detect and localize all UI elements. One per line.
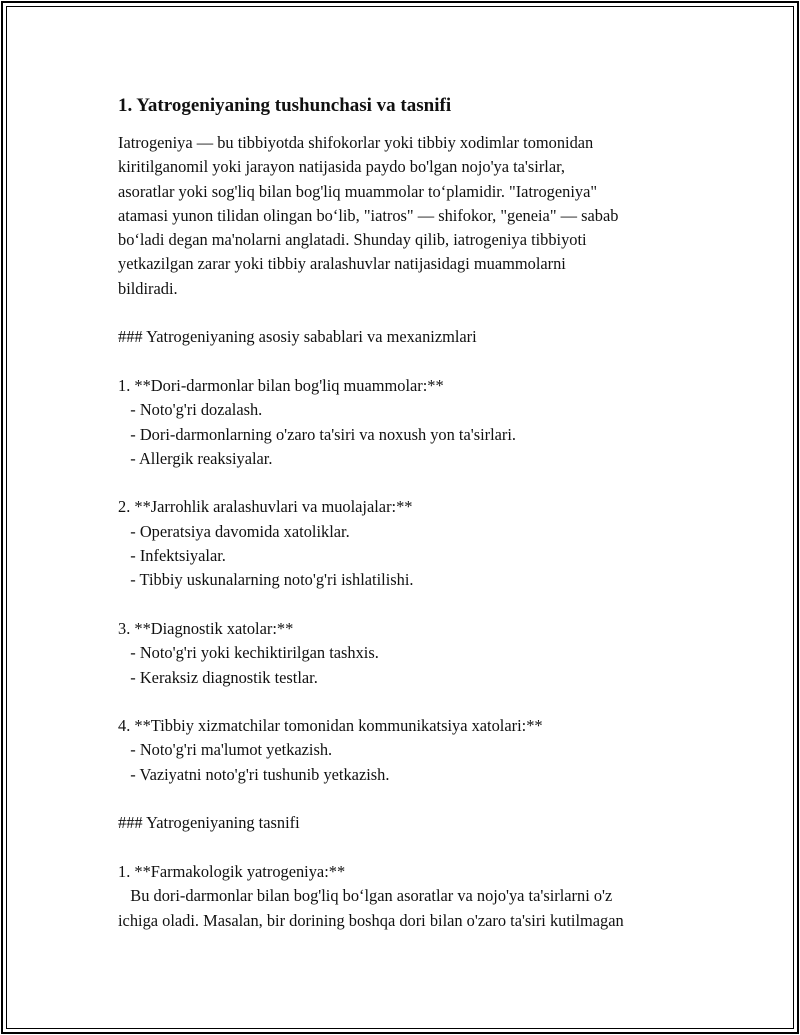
document-body [118,93,718,933]
classification-line: Bu dori-darmonlar bilan bog'liq bo‘lgan asoratlar va nojo'ya ta'sirlarni o'z [118,886,613,906]
cause-title: 1. **Dori-darmonlar bilan bog'liq muammolar:** [118,375,444,395]
spacer [118,593,718,617]
cause-title: 2. **Jarrohlik aralashuvlari va muolajalar:** [118,497,413,517]
spacer [118,471,718,495]
intro-line: atamasi yunon tilidan olingan bo‘lib, "iatros" — shifokor, "geneia" — sabab [118,205,619,225]
intro-line: yetkazilgan zarar yoki tibbiy aralashuvlar natijasidagi muammolarni [118,254,566,274]
intro-paragraph [118,131,718,301]
intro-line: Iatrogeniya — bu tibbiyotda shifokorlar yoki tibbiy xodimlar tomonidan [118,133,594,152]
spacer [118,301,718,325]
cause-item: - Noto'g'ri ma'lumot yetkazish. [118,740,333,760]
cause-item: - Infektsiyalar. [118,546,226,566]
cause-item: - Tibbiy uskunalarning noto'g'ri ishlatilishi. [118,570,414,590]
cause-item: - Allergik reaksiyalar. [118,448,273,468]
cause-item: - Keraksiz diagnostik testlar. [118,667,318,687]
cause-item: - Noto'g'ri yoki kechiktirilgan tashxis. [118,643,379,663]
cause-group-1 [118,374,718,471]
cause-item: - Dori-darmonlarning o'zaro ta'siri va noxush yon ta'sirlari. [118,424,517,444]
spacer [118,787,718,811]
section-heading-classification: ### Yatrogeniyaning tasnifi [118,813,300,833]
cause-group-2 [118,495,718,592]
classification-line: ichiga oladi. Masalan, bir dorining boshqa dori bilan o'zaro ta'siri kutilmagan [118,910,624,930]
section-heading-causes: ### Yatrogeniyaning asosiy sabablari va mexanizmlari [118,327,477,347]
intro-line: bo‘ladi degan ma'nolarni anglatadi. Shunday qilib, iatrogeniya tibbiyoti [118,230,587,250]
cause-item: - Vaziyatni noto'g'ri tushunib yetkazish. [118,764,390,784]
intro-line: bildiradi. [118,278,178,298]
cause-title: 3. **Diagnostik xatolar:** [118,618,294,638]
cause-item: - Noto'g'ri dozalash. [118,400,263,420]
cause-item: - Operatsiya davomida xatoliklar. [118,521,350,541]
intro-line: asoratlar yoki sog'liq bilan bog'liq muammolar to‘plamidir. "Iatrogeniya" [118,181,598,201]
spacer [118,836,718,860]
document-title: 1. Yatrogeniyaning tushunchasi va tasnifi [118,95,452,116]
cause-group-4 [118,714,718,787]
spacer [118,690,718,714]
intro-line: kiritilganomil yoki jarayon natijasida paydo bo'lgan nojo'ya ta'sirlar, [118,157,566,177]
classification-group-1 [118,860,718,933]
cause-group-3 [118,617,718,690]
spacer [118,350,718,374]
classification-title: 1. **Farmakologik yatrogeniya:** [118,861,346,881]
cause-title: 4. **Tibbiy xizmatchilar tomonidan kommunikatsiya xatolari:** [118,716,543,736]
